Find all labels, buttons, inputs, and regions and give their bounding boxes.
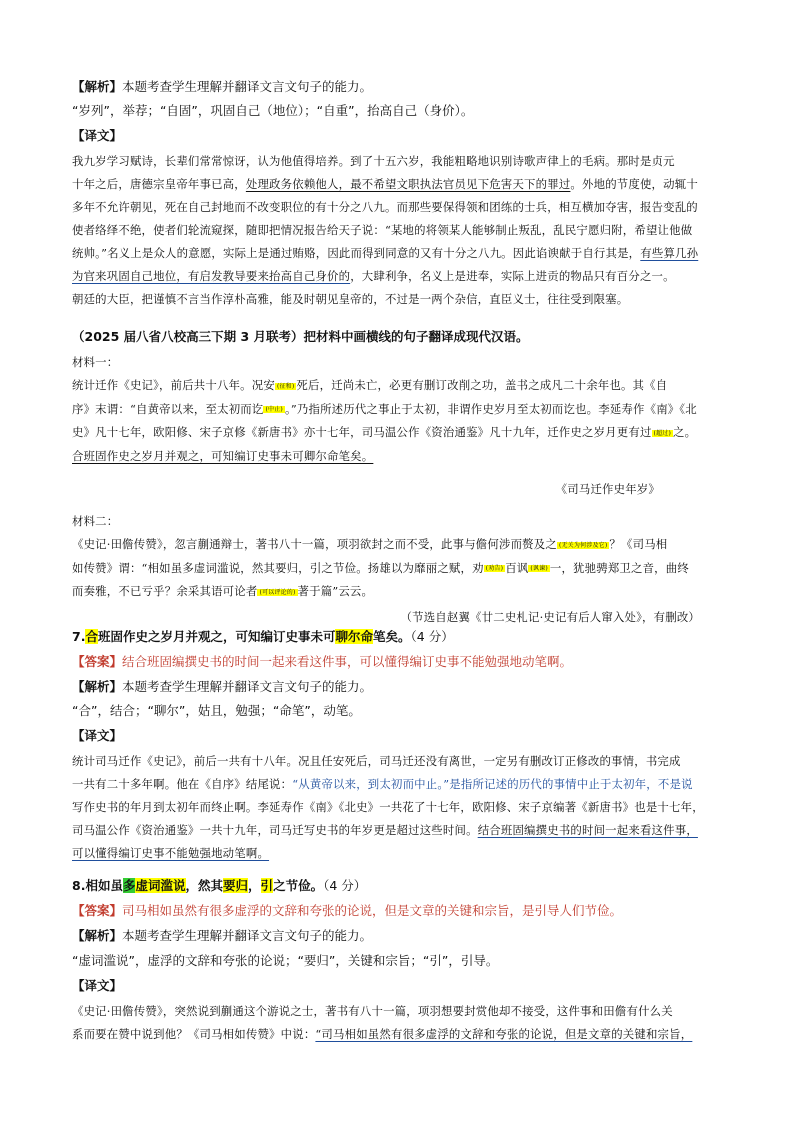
analysis-tag: 【解析】 [72,79,123,94]
translation-line: 系而要在赞中说到他？《司马相如传赞》中说：“司马相如虽然有很多虚浮的文辞和夸张的论说，但是文章的关键和宗旨， [72,1027,693,1041]
q6-analysis-line [72,76,730,97]
material-one [72,351,730,501]
material-line: 统计迁作《史记》，前后共十八年。况安 (征和) 死后，迁尚未亡，必更有删订改削之功，盖书之成凡二十余年也。其《自 [72,378,668,392]
annotation-note: (征和) [276,382,295,390]
q8-answer: 【答案】司马相如虽然有很多虚浮的文辞和夸张的论说，但是文章的关键和宗旨，是引导人们节俭。 [72,903,623,918]
q6-translation-tag: 【译文】 [72,128,123,143]
q6-explain-line [72,100,730,121]
translation-line: 我九岁学习赋诗，长辈们常常惊讶，认为他值得培养。到了十五六岁，我能粗略地识别诗歌声律上的毛病。那时是贞元 [72,154,675,168]
q6-translation-body [72,150,730,311]
material-label: 材料二： [72,514,119,528]
translation-line: 为官来巩固自己地位，有启发教导要来抬高自己身价的，大肆利争，名义上是进奉，实际上进贡的物品只有百分之一。 [72,269,675,283]
q7-analysis: 【解析】本题考查学生理解并翻译文言文句子的能力。 [72,679,373,694]
translation-line: 司马温公作《资治通鉴》一共十九年，司马迁写史书的年岁更是超过这些时间。结合班固编撰史书的时间一起来看这件事， [72,823,698,837]
q7-answer: 【答案】结合班固编撰史书的时间一起来看这件事，可以懂得编订史事不能勉强地动笔啊。 [72,654,573,669]
translation-line: 写作史书的年月到太初年而终止啊。李延寿作《南》《北史》一共花了十七年，欧阳修、宋子京编著《新唐书》也是十七年， [72,800,704,814]
annotation-note: (劝告) [485,565,504,572]
annotation-note: (超过) [653,429,672,437]
translation-line: 多年不允许朝见，死在自己封地而不改变职位的有十分之八九。而那些要保得领和团练的士兵，相互横加夺害，报告变乱的 [72,200,698,214]
analysis-text: 本题考查学生理解并翻译文言文句子的能力。 [122,79,373,94]
translation-line: 朝廷的大臣，把谨慎不言当作淳朴高雅，能及时朝见皇帝的，不过是一两个杂信，直臣义士，往往受到限塞。 [72,292,629,306]
translation-line: 可以懂得编订史事不能勉强地动笔啊。 [72,846,270,860]
q8-translation-body [72,1000,730,1046]
question-8: 8.相如虽多虚词滥说，然其要归，引之节俭。（4 分） [72,878,367,893]
q7-translation-body [72,750,730,865]
translation-line: 统计司马迁作《史记》，前后一共有十八年。况且任安死后，司马迁还没有离世，一定另有删改订正修改的事情，书完成 [72,754,681,768]
annotation-note: (中止) [265,406,283,413]
material-two [72,510,730,629]
explain-text: “岁列”，举荐；“自固”，巩固自己（地位）；“自重”，抬高自己（身价）。 [72,103,474,118]
translation-line: 一共有二十多年啊。他在《自序》结尾说：“从黄帝以来，到太初而中止。”是指所记述的历代的事情中止于太初年，不是说 [72,777,693,791]
material-label: 材料一： [72,355,119,369]
material-line: 合班固作史之岁月并观之，可知编订史事未可卿尔命笔矣。 [72,448,374,463]
material-line: 序》末谓：“自黄帝以来，至太初而讫 (中止) 。”乃指所述历代之事止于太初，非谓作史岁月至太初而讫也。李延寿作《南》《北 [72,401,697,416]
translation-line: 《史记·田儋传赞》，突然说到蒯通这个游说之士，著书有八十一篇，项羽想要封赏他却不接受，这件事和田儋有什么关 [72,1004,673,1018]
translation-line: 使者络绎不绝，使者们轮流窥探，随即把情况报告给天子说：“某地的将领某人能够制止叛乱，乱民宁愿归附，希望让他做 [72,223,693,237]
q8-explain: “虚词滥说”，虚浮的文辞和夸张的论说；“要归”，关键和宗旨；“引”，引导。 [72,953,499,968]
q8-analysis: 【解析】本题考查学生理解并翻译文言文句子的能力。 [72,928,373,943]
annotation-note: (可以评论的) [259,588,296,596]
material-line: 而奏雅，不已亏乎？余采其语可论者 (可以评论的) 著于篇”云云。 [72,584,374,598]
question-7: 7.合班固作史之岁月并观之，可知编订史事未可聊尔命笔矣。（4 分） [72,629,454,644]
material-line: 如传赞》谓：“相如虽多虚词滥说，然其要归，引之节俭。扬雄以为靡丽之赋，劝 (劝告) 百讽 (讽谏) 一，犹驰骋郑卫之音，曲终 [72,560,689,575]
q7-translation-tag: 【译文】 [72,728,123,743]
translation-line: 十年之后，唐德宗皇帝年事已高，处理政务依赖他人，最不希望文职执法官员见下危害天下的罪过。外地的节度使，动辄十 [72,177,698,191]
material-line: 史》凡十七年，欧阳修、宋子京修《新唐书》亦十七年，司马温公作《资治通鉴》凡十九年，迁作史之岁月更有过 (超过) 之。 [72,425,697,439]
material-source: 《司马迁作史年岁》 [555,481,660,496]
material-line: 《史记·田儋传赞》，忽言蒯通辩士，著书八十一篇，项羽欲封之而不受，此事与儋何涉而赘及之 (无关为何涉及它) ？《司马相 [72,537,668,551]
q8-translation-tag: 【译文】 [72,978,123,993]
annotation-note: (讽谏) [530,565,548,572]
q7-explain: “合”，结合；“聊尔”，姑且，勉强；“命笔”，动笔。 [72,703,361,718]
annotation-note: (无关为何涉及它) [558,541,608,549]
task-heading: （2025 届八省八校高三下期 3 月联考）把材料中画横线的句子翻译成现代汉语。 [72,329,529,344]
material-source: （节选自赵翼《廿二史札记·史记有后人窜入处》，有删改） [400,609,700,624]
translation-line: 统帅。”名义上是众人的意愿，实际上是通过贿赂，因此而得到同意的又有十分之八九。因此谄谀献于自行其是，有些算几孙 [72,246,699,260]
